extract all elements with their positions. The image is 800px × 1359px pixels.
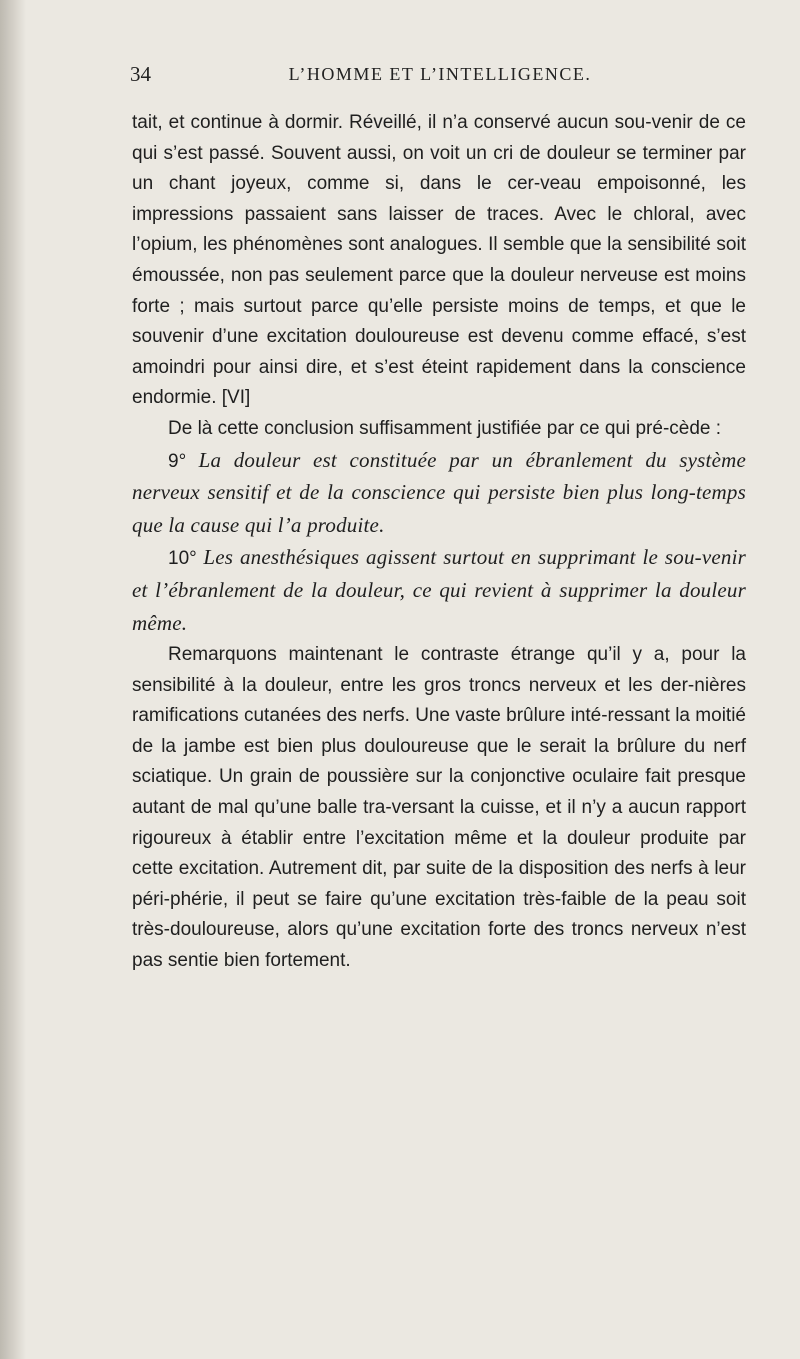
proposition-10-text: Les anesthésiques agissent surtout en supprimant le sou-venir et l’ébranlement de la douleur, ce qui revient à supprimer la douleur même. bbox=[132, 545, 746, 635]
body-text bbox=[132, 108, 746, 977]
running-head bbox=[130, 62, 750, 92]
binding-shadow bbox=[0, 0, 26, 1359]
proposition-9-number: 9° bbox=[168, 450, 187, 472]
proposition-9-text: La douleur est constituée par un ébranlement du système nerveux sensitif et de la conscience qui persiste bien plus long-temps que la cause qui l’a produite. bbox=[132, 447, 746, 537]
paragraph-1: tait, et continue à dormir. Réveillé, il n’a conservé aucun sou-venir de ce qui s’est passé. Souvent aussi, on voit un cri de douleur se terminer par un chant joyeux, comme si, dans le cer-veau empoisonné, les impressions passaient sans laisser de traces. Avec le chloral, avec l’opium, les phénomènes sont analogues. Il semble que la sensibilité soit émoussée, non pas seulement parce que la douleur nerveuse est moins forte ; mais surtout parce qu’elle persiste moins de temps, et que le souvenir d’une excitation douloureuse est devenu comme effacé, s’est amoindri pour ainsi dire, et s’est éteint rapidement dans la conscience endormie. [VI] bbox=[132, 112, 746, 409]
proposition-9 bbox=[132, 445, 746, 543]
proposition-10-number: 10° bbox=[168, 548, 197, 570]
running-title: L’HOMME ET L’INTELLIGENCE. bbox=[288, 64, 592, 84]
proposition-10 bbox=[132, 542, 746, 640]
paragraph-2: De là cette conclusion suffisamment justifiée par ce qui pré-cède : bbox=[168, 417, 722, 439]
paragraph-5: Remarquons maintenant le contraste étrange qu’il y a, pour la sensibilité à la douleur, entre les gros troncs nerveux et les der-nières ramifications cutanées des nerfs. Une vaste brûlure inté-ressant la moitié de la jambe est bien plus douloureuse que le serait la brûlure du nerf sciatique. Un grain de poussière sur la conjonctive oculaire fait presque autant de mal qu’une balle tra-versant la cuisse, et il n’y a aucun rapport rigoureux à établir entre l’excitation même et la douleur produite par cette excitation. Autrement dit, par suite de la disposition des nerfs à leur péri-phérie, il peut se faire qu’une excitation très-faible de la peau soit très-douloureuse, alors qu’une excitation forte des troncs nerveux n’est pas sentie bien fortement. bbox=[132, 644, 746, 972]
page-number: 34 bbox=[130, 62, 151, 86]
